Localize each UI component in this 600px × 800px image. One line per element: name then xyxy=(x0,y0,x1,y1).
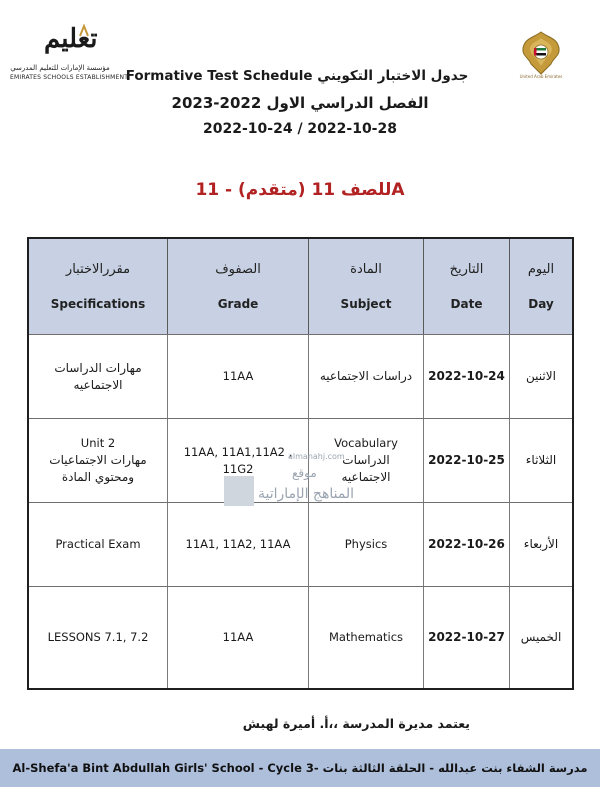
footer-school-name: Al-Shefa'a Bint Abdullah Girls' School - Cycle 3- مدرسة الشفاء بنت عبدالله - الحلقة الثالثة بنات xyxy=(0,749,600,787)
logo-org-name-ar: مؤسسة الإمارات للتعليم المدرسي xyxy=(10,64,110,72)
logo-org-name-en: EMIRATES SCHOOLS ESTABLISHMENT xyxy=(10,74,129,81)
cell-grade: 11AA xyxy=(167,335,308,418)
cell-subject: Physics xyxy=(308,503,423,586)
watermark-line1: موقع xyxy=(292,466,317,480)
cell-date: 2022-10-25 xyxy=(423,419,509,502)
table-row xyxy=(29,503,572,587)
principal-approval: يعتمد مديرة المدرسة ،،أ. أميرة لهبش xyxy=(242,716,470,731)
cell-grade: 11A1, 11A2, 11AA xyxy=(167,503,308,586)
document-title xyxy=(110,68,490,84)
cell-day: الخميس xyxy=(509,587,572,688)
cell-day: الثلاثاء xyxy=(509,419,572,502)
title-english: Formative Test Schedule xyxy=(125,68,313,84)
column-header-date: التاريخ Date xyxy=(423,239,509,334)
title-arabic: جدول الاختبار التكويني xyxy=(317,68,469,84)
grade-title: للصف 11 (متقدم) - 11A xyxy=(195,180,405,200)
uae-emblem-icon xyxy=(517,28,565,80)
cell-specifications: Practical Exam xyxy=(55,537,141,551)
cell-subject: Vocabulary الدراسات الاجتماعيه xyxy=(308,419,423,502)
cell-day: الأربعاء xyxy=(509,503,572,586)
cell-date: 2022-10-26 xyxy=(423,503,509,586)
cell-specifications: Unit 2 مهارات الاجتماعيات ومحتوي المادة xyxy=(49,436,147,484)
cell-date: 2022-10-27 xyxy=(423,587,509,688)
cell-grade: 11AA xyxy=(167,587,308,688)
logo-wordmark: تعليم xyxy=(44,24,98,54)
cell-grade: 11AA, 11A1,11A2 , 11G2 xyxy=(167,419,308,502)
cell-subject: دراسات الاجتماعيه xyxy=(308,335,423,418)
column-header-day: اليوم Day xyxy=(509,239,572,334)
term-heading: الفصل الدراسي الاول 2022-2023 xyxy=(171,94,429,112)
table-row xyxy=(29,587,572,688)
date-range: 2022-10-24 / 2022-10-28 xyxy=(203,121,397,137)
cell-specifications: LESSONS 7.1, 7.2 xyxy=(47,630,149,644)
table-header-row xyxy=(29,239,572,335)
cell-day: الاثنين xyxy=(509,335,572,418)
watermark-line2: المناهج الإماراتية xyxy=(258,486,355,502)
logo-mark-icon xyxy=(78,24,90,38)
emblem-caption: United Arab Emirates xyxy=(519,74,563,79)
schedule-table xyxy=(27,237,574,690)
cell-specifications: مهارات الدراسات الاجتماعيه xyxy=(54,360,142,392)
watermark-url: almanahj.com xyxy=(288,452,345,461)
column-header-grade: الصفوف Grade xyxy=(167,239,308,334)
cell-date: 2022-10-24 xyxy=(423,335,509,418)
column-header-specifications: مقررالاختبار Specifications xyxy=(50,262,146,311)
cell-subject: Mathematics xyxy=(308,587,423,688)
table-row xyxy=(29,335,572,419)
watermark-logo-icon xyxy=(224,476,254,506)
column-header-subject: المادة Subject xyxy=(308,239,423,334)
